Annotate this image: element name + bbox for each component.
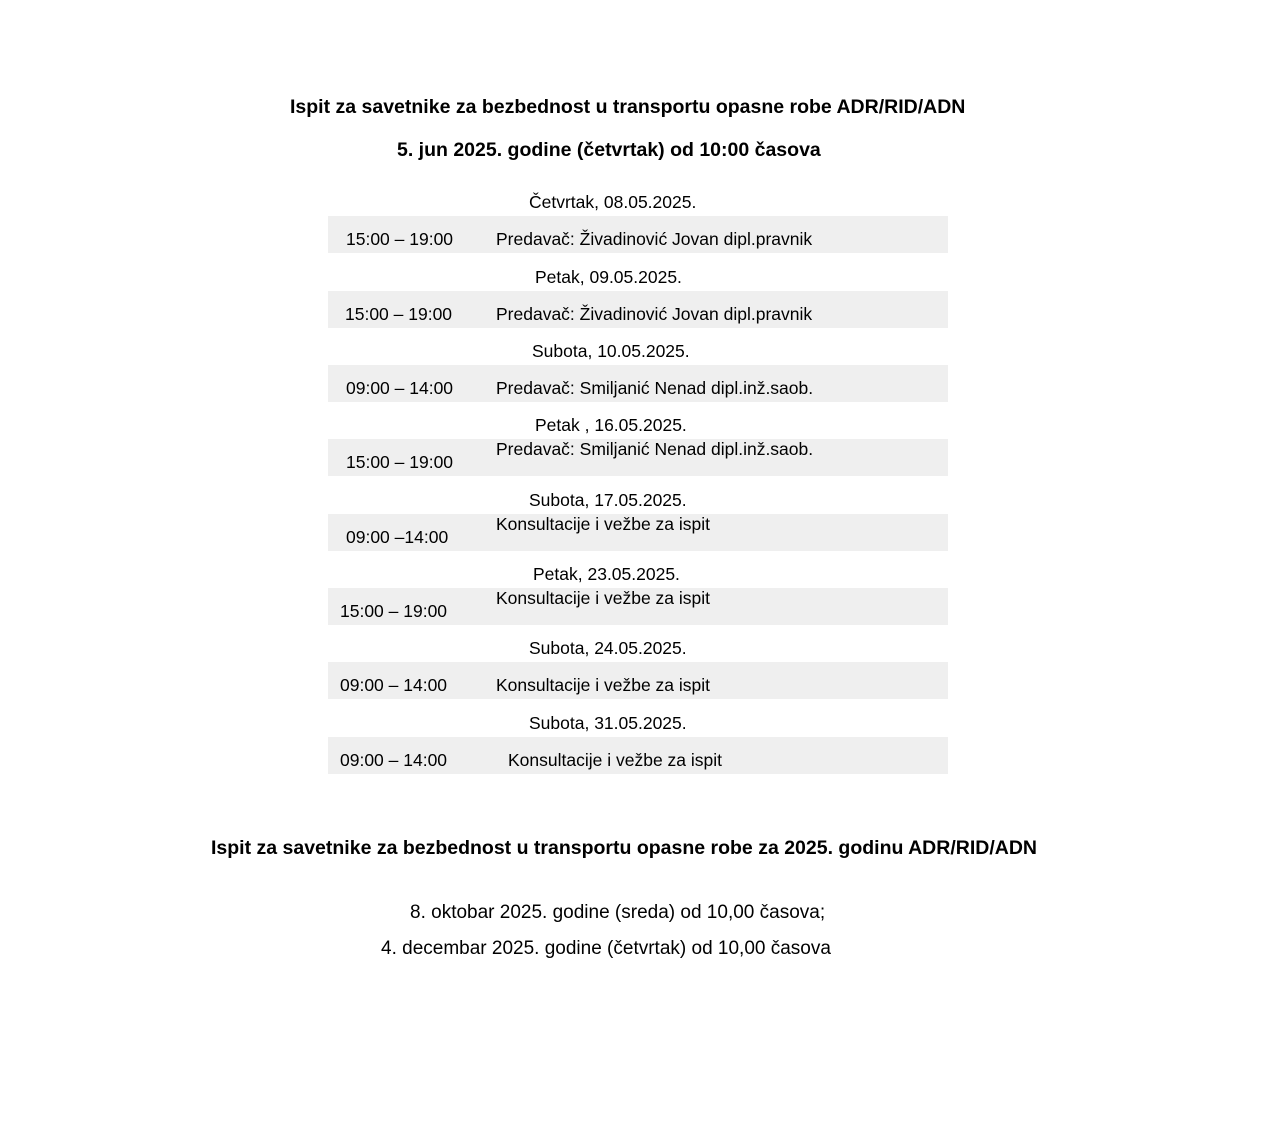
exams-2025-title: Ispit za savetnike za bezbednost u transportu opasne robe za 2025. godinu ADR/RID/ADN bbox=[211, 837, 1038, 859]
schedule-day: Petak, 23.05.2025. bbox=[533, 564, 680, 584]
schedule-day: Subota, 24.05.2025. bbox=[529, 638, 687, 658]
schedule-time: 15:00 – 19:00 bbox=[346, 452, 454, 472]
schedule-description: Predavač: Živadinović Jovan dipl.pravnik bbox=[496, 229, 813, 249]
schedule-row bbox=[328, 737, 948, 774]
schedule-row bbox=[328, 662, 948, 699]
schedule-day: Subota, 17.05.2025. bbox=[529, 490, 687, 510]
schedule-description: Konsultacije i vežbe za ispit bbox=[496, 588, 710, 608]
schedule-time: 15:00 – 19:00 bbox=[346, 229, 454, 249]
schedule-description: Predavač: Smiljanić Nenad dipl.inž.saob. bbox=[496, 378, 814, 398]
schedule-row bbox=[328, 365, 948, 402]
schedule-row bbox=[328, 439, 948, 476]
schedule-time: 09:00 – 14:00 bbox=[340, 675, 448, 695]
schedule-row bbox=[328, 588, 948, 625]
schedule-time: 15:00 – 19:00 bbox=[340, 601, 448, 621]
schedule-description: Konsultacije i vežbe za ispit bbox=[496, 514, 710, 534]
schedule-time: 09:00 – 14:00 bbox=[346, 378, 454, 398]
schedule-day: Subota, 10.05.2025. bbox=[532, 341, 690, 361]
schedule-time: 15:00 – 19:00 bbox=[345, 304, 453, 324]
schedule-description: Konsultacije i vežbe za ispit bbox=[496, 675, 710, 695]
schedule-description: Predavač: Smiljanić Nenad dipl.inž.saob. bbox=[496, 439, 814, 459]
exam-date-heading: 5. jun 2025. godine (četvrtak) od 10:00 časova bbox=[397, 139, 821, 161]
schedule-day: Subota, 31.05.2025. bbox=[529, 713, 687, 733]
schedule-row bbox=[328, 216, 948, 253]
schedule-time: 09:00 – 14:00 bbox=[340, 750, 448, 770]
schedule-time: 09:00 –14:00 bbox=[346, 527, 449, 547]
exam-date-line: 8. oktobar 2025. godine (sreda) od 10,00 časova; bbox=[410, 902, 826, 923]
schedule-day: Petak, 09.05.2025. bbox=[535, 267, 682, 287]
schedule-description: Predavač: Živadinović Jovan dipl.pravnik bbox=[496, 304, 813, 324]
schedule-day: Četvrtak, 08.05.2025. bbox=[529, 192, 697, 212]
schedule-day: Petak , 16.05.2025. bbox=[535, 415, 687, 435]
schedule-row bbox=[328, 291, 948, 328]
page-title: Ispit za savetnike za bezbednost u transportu opasne robe ADR/RID/ADN bbox=[290, 96, 966, 118]
schedule-row bbox=[328, 514, 948, 551]
exam-date-line: 4. decembar 2025. godine (četvrtak) od 10,00 časova bbox=[381, 938, 831, 959]
schedule-description: Konsultacije i vežbe za ispit bbox=[508, 750, 722, 770]
